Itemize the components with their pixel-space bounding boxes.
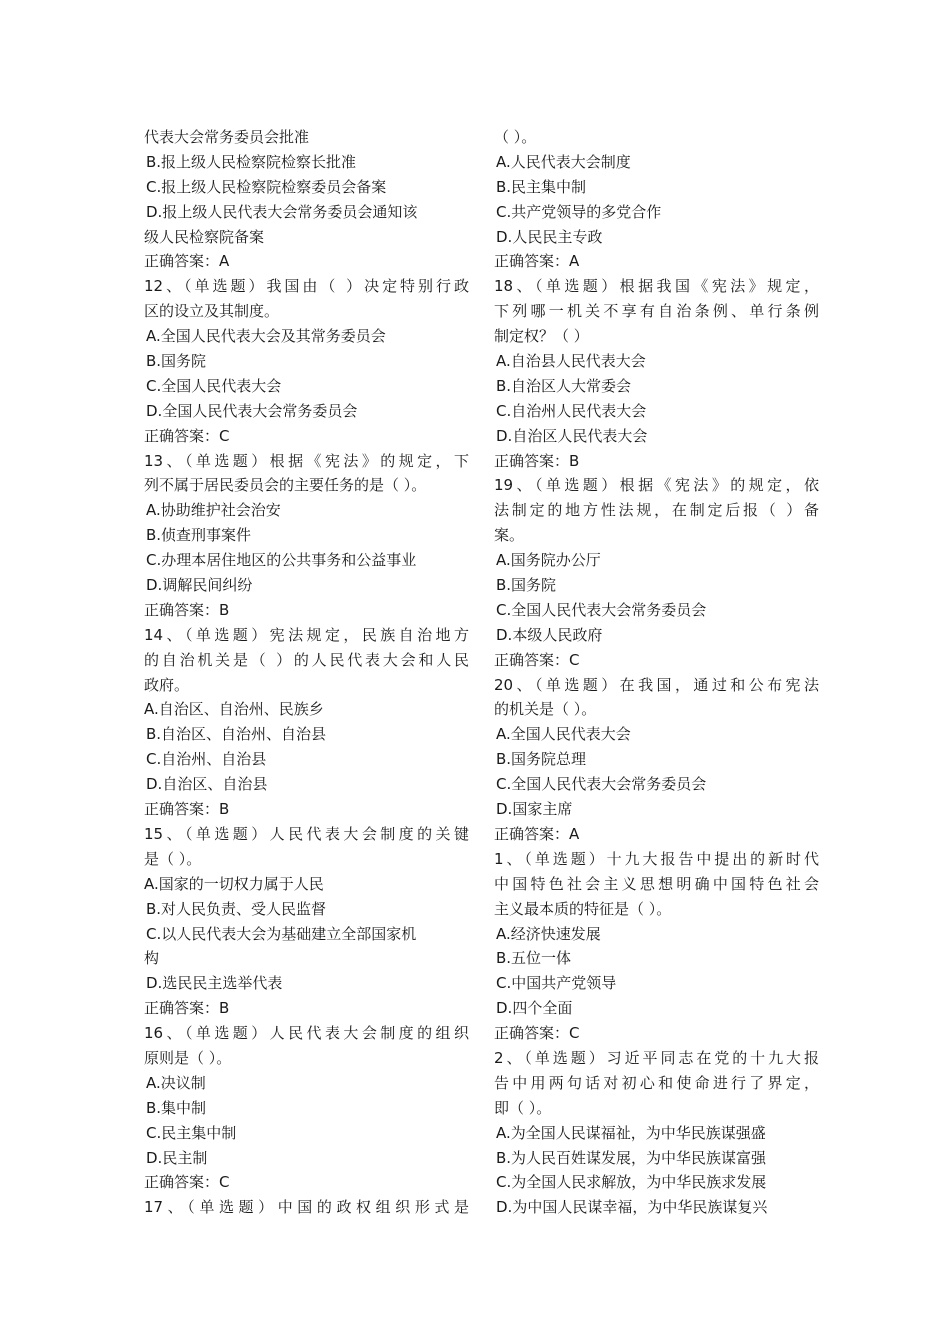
continuation-line: A.自治区、自治州、民族乡 — [144, 700, 324, 719]
option-line: A.全国人民代表大会 — [496, 725, 631, 744]
question-line: 14、（单选题）宪法规定，民族自治地方 — [144, 625, 469, 644]
answer-line: 正确答案：A — [494, 252, 580, 271]
option-line: B.五位一体 — [496, 949, 572, 968]
option-line: A.人民代表大会制度 — [496, 152, 631, 171]
continuation-line: A.国家的一切权力属于人民 — [144, 874, 324, 893]
question-line: 17、（单选题）中国的政权组织形式是 — [144, 1198, 469, 1217]
option-line: A.决议制 — [146, 1073, 206, 1092]
option-line: A.协助维护社会治安 — [146, 501, 281, 520]
question-line: 15、（单选题）人民代表大会制度的关键 — [144, 824, 469, 843]
option-line: D.报上级人民代表大会常务委员会通知该 — [146, 202, 418, 221]
option-line: A.经济快速发展 — [496, 924, 601, 943]
question-line: 案。 — [494, 526, 525, 545]
question-line: 中国特色社会主义思想明确中国特色社会 — [494, 874, 819, 893]
question-line: 原则是（ ）。 — [144, 1048, 232, 1067]
option-line: A.国务院办公厅 — [496, 551, 601, 570]
option-line: B.国务院总理 — [496, 750, 587, 769]
option-line: C.以人民代表大会为基础建立全部国家机 — [146, 924, 417, 943]
option-line: C.全国人民代表大会常务委员会 — [496, 600, 707, 619]
question-line: 区的设立及其制度。 — [144, 302, 280, 321]
option-line: B.报上级人民检察院检察长批准 — [146, 152, 357, 171]
option-line: C.为全国人民求解放，为中华民族求发展 — [496, 1173, 767, 1192]
option-line: C.民主集中制 — [146, 1123, 237, 1142]
option-line: D.四个全面 — [496, 999, 573, 1018]
right-column — [494, 125, 819, 1220]
question-line: 18、（单选题）根据我国《宪法》规定， — [494, 277, 819, 296]
question-line: 即（ ）。 — [494, 1098, 552, 1117]
answer-line: 正确答案：B — [144, 999, 230, 1018]
question-line: 下列哪一机关不享有自治条例、单行条例 — [494, 302, 819, 321]
option-line: C.报上级人民检察院检察委员会备案 — [146, 177, 387, 196]
option-line: D.自治区人民代表大会 — [496, 426, 648, 445]
option-line: C.全国人民代表大会常务委员会 — [496, 775, 707, 794]
question-line: 的机关是（ ）。 — [494, 700, 597, 719]
option-line: B.国务院 — [146, 352, 207, 371]
question-line: 13、（单选题）根据《宪法》的规定，下 — [144, 451, 469, 470]
question-line: 法制定的地方性法规，在制定后报（ ）备 — [494, 501, 819, 520]
option-line: B.对人民负责、受人民监督 — [146, 899, 327, 918]
question-line: 的自治机关是（ ）的人民代表大会和人民 — [144, 650, 469, 669]
question-line: 12、（单选题）我国由（ ）决定特别行政 — [144, 277, 469, 296]
option-line: B.自治区人大常委会 — [496, 376, 632, 395]
question-line: 列不属于居民委员会的主要任务的是（ ）。 — [144, 476, 427, 495]
option-line: D.自治区、自治县 — [146, 775, 268, 794]
option-line: B.自治区、自治州、自治县 — [146, 725, 327, 744]
option-line: D.人民民主专政 — [496, 227, 603, 246]
option-line: D.选民民主选举代表 — [146, 974, 283, 993]
option-line: C.共产党领导的多党合作 — [496, 202, 662, 221]
option-line: B.国务院 — [496, 576, 557, 595]
question-line: 制定权？（ ） — [494, 327, 589, 346]
question-line: 是（ ）。 — [144, 849, 202, 868]
option-line: C.自治州人民代表大会 — [496, 401, 647, 420]
question-line: 2、（单选题）习近平同志在党的十九大报 — [494, 1048, 819, 1067]
answer-line: 正确答案：C — [494, 650, 580, 669]
option-line: D.为中国人民谋幸福，为中华民族谋复兴 — [496, 1198, 768, 1217]
answer-line: 正确答案：A — [494, 824, 580, 843]
answer-line: 正确答案：B — [494, 451, 580, 470]
question-line: 政府。 — [144, 675, 190, 694]
answer-line: 正确答案：C — [494, 1024, 580, 1043]
option-line: B.集中制 — [146, 1098, 207, 1117]
question-line: 主义最本质的特征是（ ）。 — [494, 899, 672, 918]
option-line: B.民主集中制 — [496, 177, 587, 196]
option-line: A.为全国人民谋福祉，为中华民族谋强盛 — [496, 1123, 766, 1142]
option-line: C.自治州、自治县 — [146, 750, 267, 769]
continuation-line: 代表大会常务委员会批准 — [144, 128, 310, 146]
option-line: B.侦查刑事案件 — [146, 526, 252, 545]
question-line: 20、（单选题）在我国，通过和公布宪法 — [494, 675, 819, 694]
option-line: D.调解民间纠纷 — [146, 576, 253, 595]
continuation-line: （ ）。 — [494, 128, 537, 146]
answer-line: 正确答案：C — [144, 426, 230, 445]
left-column — [144, 125, 469, 1220]
question-line: 告中用两句话对初心和使命进行了界定， — [494, 1073, 819, 1092]
answer-line: 正确答案：B — [144, 600, 230, 619]
option-line: D.本级人民政府 — [496, 625, 603, 644]
option-line: A.全国人民代表大会及其常务委员会 — [146, 327, 386, 346]
option-line: C.中国共产党领导 — [496, 974, 617, 993]
option-line: D.民主制 — [146, 1148, 208, 1167]
option-line: D.全国人民代表大会常务委员会 — [146, 401, 358, 420]
question-line: 16、（单选题）人民代表大会制度的组织 — [144, 1024, 469, 1043]
option-line: B.为人民百姓谋发展，为中华民族谋富强 — [496, 1148, 767, 1167]
option-line: A.自治县人民代表大会 — [496, 352, 646, 371]
answer-line: 正确答案：C — [144, 1173, 230, 1192]
continuation-line: 级人民检察院备案 — [144, 227, 265, 246]
question-line: 19、（单选题）根据《宪法》的规定，依 — [494, 476, 819, 495]
question-line: 1、（单选题）十九大报告中提出的新时代 — [494, 849, 819, 868]
option-line: C.办理本居住地区的公共事务和公益事业 — [146, 551, 417, 570]
answer-line: 正确答案：A — [144, 252, 230, 271]
continuation-line: 构 — [144, 949, 160, 968]
option-line: C.全国人民代表大会 — [146, 376, 282, 395]
answer-line: 正确答案：B — [144, 800, 230, 819]
option-line: D.国家主席 — [496, 800, 573, 819]
